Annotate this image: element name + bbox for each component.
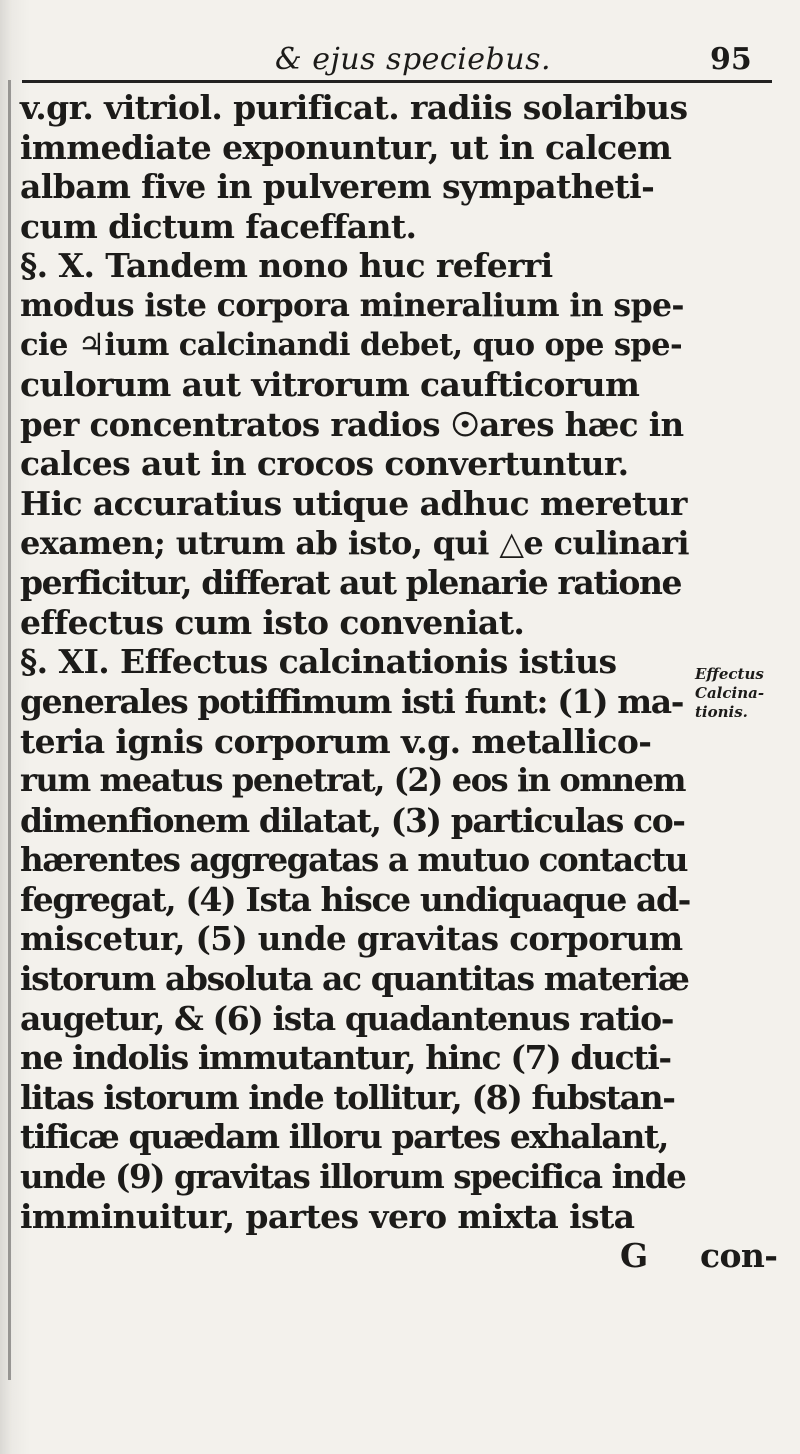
text-line: immediate exponuntur, ut in calcem [20, 127, 672, 167]
text-line: istorum absoluta ac quantitas materiæ [20, 959, 689, 999]
text-line: miscetur, (5) unde gravitas corporum [20, 919, 683, 959]
text-line: dimenfionem dilatat, (3) particulas co- [20, 800, 685, 840]
text-line: ne indolis immutantur, hinc (7) ducti- [20, 1038, 671, 1078]
body-text [20, 88, 778, 1276]
marginal-note [695, 665, 795, 722]
text-line: modus iste corpora mineralium in spe- [20, 286, 684, 324]
marginal-note-line: Calcina- [695, 684, 765, 702]
text-line: tificæ quædam illoru partes exhalant, [20, 1117, 668, 1157]
running-head-title: & ejus speciebus. [275, 42, 552, 77]
text-line: litas istorum inde tollitur, (8) fubstan- [20, 1077, 675, 1117]
section-x-heading-line: §. X. Tandem nono huc referri [20, 246, 553, 286]
header-rule [22, 80, 772, 83]
section-xi-heading-line: §. XI. Effectus calcinationis istius [20, 642, 617, 682]
marginal-note-line: Effectus [695, 665, 764, 683]
text-line: hærentes aggregatas a mutuo contactu [20, 840, 688, 880]
text-line: culorum aut vitrorum caufticorum [20, 365, 640, 405]
text-line: unde (9) gravitas illorum specifica inde [20, 1157, 686, 1197]
catchline [20, 1236, 778, 1276]
marginal-note-line: tionis. [695, 703, 748, 721]
running-head [0, 12, 800, 77]
text-line: generales potiffimum isti funt: (1) ma- [20, 681, 684, 721]
text-line: albam five in pulverem sympatheti- [20, 167, 655, 207]
text-line: calces aut in crocos convertuntur. [20, 444, 629, 484]
text-line: per concentratos radios ☉ares hæc in [20, 404, 684, 444]
text-line: effectus cum isto conveniat. [20, 602, 525, 642]
text-line: teria ignis corporum v.g. metallico- [20, 721, 652, 761]
catchword: con- [700, 1236, 778, 1276]
text-line: augetur, & (6) ista quadantenus ratio- [20, 998, 674, 1038]
text-line: examen; utrum ab isto, qui △e culinari [20, 523, 689, 562]
text-line: Hic accuratius utique adhuc meretur [20, 483, 687, 523]
page-number: 95 [710, 42, 752, 77]
text-line: imminuitur, partes vero mixta ista [20, 1196, 635, 1236]
text-line: v.gr. vitriol. purificat. radiis solaribus [20, 88, 688, 127]
text-line: fegregat, (4) Ista hisce undiquaque ad- [20, 879, 690, 919]
text-line: perficitur, differat aut plenarie ratione [20, 563, 682, 603]
text-line: cum dictum faceffant. [20, 206, 417, 246]
text-line: rum meatus penetrat, (2) eos in omnem [20, 761, 686, 800]
signature-mark: G [620, 1236, 648, 1276]
text-line: cie ♃ium calcinandi debet, quo ope spe- [20, 326, 683, 363]
binding-shadow [8, 80, 11, 1380]
